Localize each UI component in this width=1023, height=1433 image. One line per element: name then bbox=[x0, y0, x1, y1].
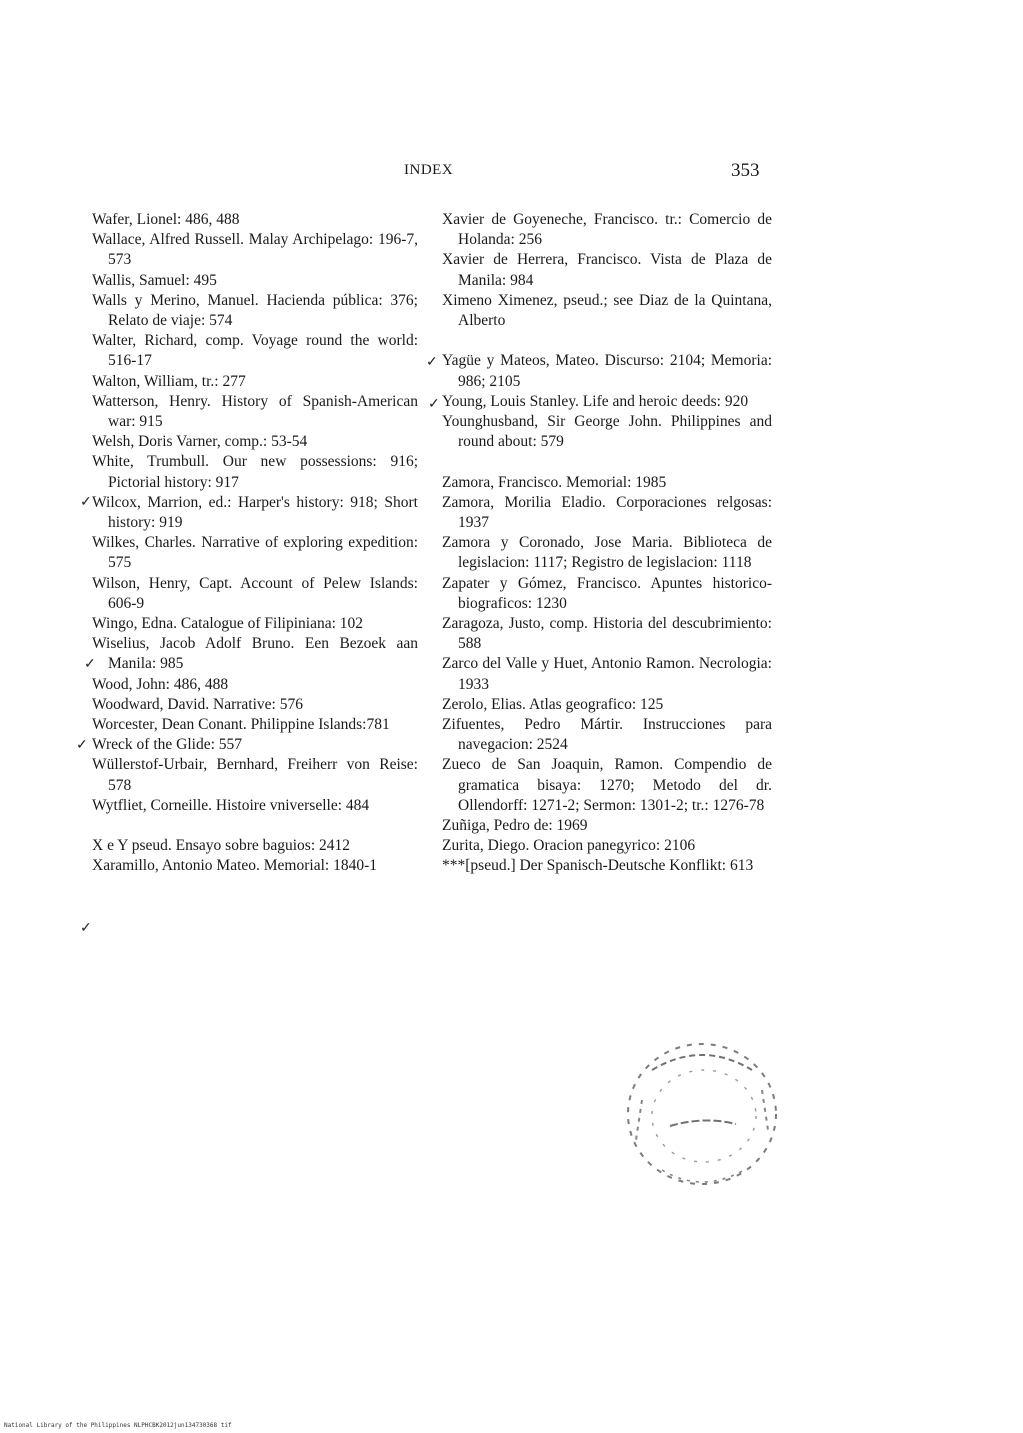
index-entry: Wallace, Alfred Russell. Malay Archipelago: 196-7, 573 bbox=[92, 231, 418, 269]
check-mark-icon: ✓ bbox=[80, 921, 92, 936]
index-entry: Zerolo, Elias. Atlas geografico: 125 bbox=[442, 695, 664, 713]
page-number: 353 bbox=[731, 160, 760, 181]
check-mark-icon: ✓ bbox=[76, 738, 88, 753]
index-entry: Zueco de San Joaquin, Ramon. Compendio de gramatica bisaya: 1270; Metodo del dr. Ollendorff: 1271-2; Sermon: 1301-2; tr.: 1276-78 bbox=[442, 756, 772, 814]
index-entry: Yagüe y Mateos, Mateo. Discurso: 2104; Memoria: 986; 2105 bbox=[442, 352, 772, 390]
entry-gap bbox=[442, 452, 772, 472]
index-entry: Xavier de Herrera, Francisco. Vista de Plaza de Manila: 984 bbox=[442, 251, 772, 289]
index-entry: Zarco del Valle y Huet, Antonio Ramon. Necrologia: 1933 bbox=[442, 655, 772, 693]
index-column-right bbox=[442, 210, 772, 877]
index-entry: Wytfliet, Corneille. Histoire vniverselle: 484 bbox=[92, 796, 370, 814]
index-entry: Worcester, Dean Conant. Philippine Islands:781 bbox=[92, 716, 390, 734]
check-mark-icon: ✓ bbox=[84, 657, 96, 672]
index-entry: ***[pseud.] Der Spanisch-Deutsche Konflikt: 613 bbox=[442, 857, 754, 875]
library-seal-stamp bbox=[612, 1030, 792, 1200]
index-entry: Zamora, Morilia Eladio. Corporaciones relgosas: 1937 bbox=[442, 493, 772, 532]
index-entry: Young, Louis Stanley. Life and heroic deeds: 920 bbox=[442, 392, 749, 410]
check-mark-icon: ✓ bbox=[428, 397, 440, 412]
page-title: INDEX bbox=[404, 162, 454, 178]
index-entry: Ximeno Ximenez, pseud.; see Diaz de la Quintana, Alberto bbox=[442, 291, 772, 330]
entry-gap bbox=[442, 331, 772, 351]
index-entry: Zamora y Coronado, Jose Maria. Biblioteca de legislacion: 1117; Registro de legislacion: 1118 bbox=[442, 534, 772, 572]
index-entry: Wingo, Edna. Catalogue of Filipiniana: 102 bbox=[92, 615, 364, 633]
index-entry: Wallis, Samuel: 495 bbox=[92, 271, 217, 289]
index-entry: Walls y Merino, Manuel. Hacienda pública: 376; Relato de viaje: 574 bbox=[92, 291, 418, 330]
check-mark-icon: ✓ bbox=[80, 495, 92, 510]
index-column-left bbox=[92, 210, 418, 877]
index-entry: X e Y pseud. Ensayo sobre baguios: 2412 bbox=[92, 837, 351, 855]
index-entry: Xaramillo, Antonio Mateo. Memorial: 1840-1 bbox=[92, 857, 377, 875]
index-entry: Zurita, Diego. Oracion panegyrico: 2106 bbox=[442, 837, 696, 855]
index-entry: Zifuentes, Pedro Mártir. Instrucciones para navegacion: 2524 bbox=[442, 716, 772, 754]
index-entry: Wilcox, Marrion, ed.: Harper's history: 918; Short history: 919 bbox=[92, 493, 418, 532]
index-entry: White, Trumbull. Our new possessions: 916; Pictorial history: 917 bbox=[92, 453, 418, 491]
check-mark-icon: ✓ bbox=[426, 355, 438, 370]
index-entry: Walton, William, tr.: 277 bbox=[92, 372, 246, 390]
index-entry: Wilkes, Charles. Narrative of exploring expedition: 575 bbox=[92, 534, 418, 572]
index-entry: Zuñiga, Pedro de: 1969 bbox=[442, 817, 588, 835]
index-entry: Welsh, Doris Varner, comp.: 53-54 bbox=[92, 433, 308, 451]
index-entry: Zapater y Gómez, Francisco. Apuntes historico-biograficos: 1230 bbox=[442, 574, 772, 612]
entry-gap bbox=[92, 816, 418, 836]
index-entry: Woodward, David. Narrative: 576 bbox=[92, 695, 303, 713]
index-entry: Wüllerstof-Urbair, Bernhard, Freiherr von Reise: 578 bbox=[92, 756, 418, 794]
index-entry: Younghusband, Sir George John. Philippines and round about: 579 bbox=[442, 413, 772, 451]
index-entry: Zamora, Francisco. Memorial: 1985 bbox=[442, 473, 667, 491]
index-entry: Wilson, Henry, Capt. Account of Pelew Islands: 606-9 bbox=[92, 574, 418, 612]
index-entry: Walter, Richard, comp. Voyage round the world: 516-17 bbox=[92, 332, 418, 370]
index-entry: Wood, John: 486, 488 bbox=[92, 675, 229, 693]
index-entry: Wiselius, Jacob Adolf Bruno. Een Bezoek aan Manila: 985 bbox=[92, 635, 418, 673]
index-entry: Wreck of the Glide: 557 bbox=[92, 736, 243, 754]
index-entry: Wafer, Lionel: 486, 488 bbox=[92, 211, 240, 228]
index-entry: Watterson, Henry. History of Spanish-American war: 915 bbox=[92, 392, 418, 431]
index-entry: Xavier de Goyeneche, Francisco. tr.: Comercio de Holanda: 256 bbox=[442, 211, 772, 249]
index-entry: Zaragoza, Justo, comp. Historia del descubrimiento: 588 bbox=[442, 615, 772, 653]
scan-footer: National Library of the Philippines NLPHCBK2012jun134730368 tif bbox=[4, 1422, 232, 1429]
